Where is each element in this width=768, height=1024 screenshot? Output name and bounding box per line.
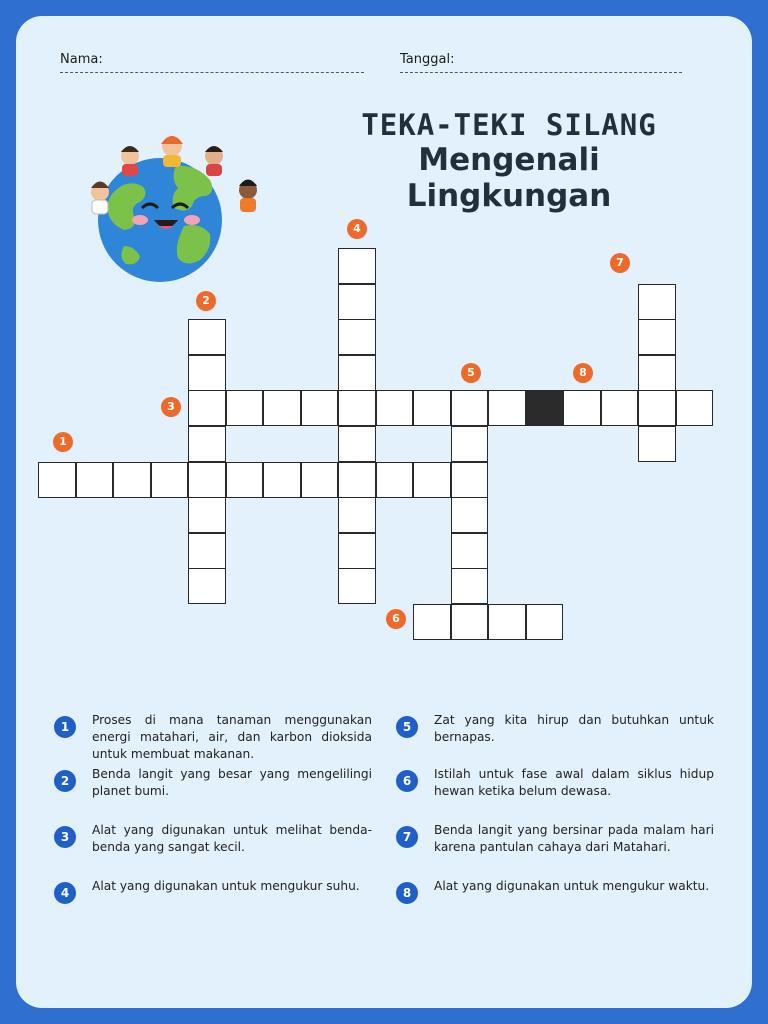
crossword-cell[interactable] (188, 462, 226, 498)
grid-number-1: 1 (53, 432, 73, 452)
crossword-cell[interactable] (451, 604, 489, 640)
worksheet (16, 16, 752, 1008)
crossword-cell[interactable] (188, 568, 226, 604)
crossword-cell[interactable] (451, 390, 489, 426)
clue-number: 5 (396, 716, 418, 738)
clue-text: Proses di mana tanaman menggunakan energi matahari, air, dan karbon dioksida untuk membuat makanan. (92, 713, 372, 761)
crossword-cell[interactable] (413, 390, 451, 426)
crossword-cell[interactable] (338, 390, 376, 426)
clue-text: Benda langit yang besar yang mengelilingi planet bumi. (92, 767, 372, 798)
crossword-cell[interactable] (526, 604, 564, 640)
crossword-cell[interactable] (638, 426, 676, 462)
grid-number-2: 2 (196, 291, 216, 311)
crossword-cell[interactable] (188, 390, 226, 426)
crossword-cell[interactable] (151, 462, 189, 498)
grid-number-7: 7 (610, 253, 630, 273)
crossword-cell[interactable] (338, 568, 376, 604)
clue-text: Istilah untuk fase awal dalam siklus hidup hewan ketika belum dewasa. (434, 767, 714, 798)
crossword-cell[interactable] (488, 390, 526, 426)
crossword-cell[interactable] (451, 426, 489, 462)
clue-number: 4 (54, 882, 76, 904)
crossword-cell[interactable] (188, 355, 226, 391)
crossword-cell[interactable] (338, 462, 376, 498)
crossword-grid (16, 16, 752, 696)
crossword-cell[interactable] (638, 284, 676, 320)
crossword-cell[interactable] (188, 319, 226, 355)
crossword-cell[interactable] (638, 390, 676, 426)
crossword-cell[interactable] (451, 497, 489, 533)
crossword-cell[interactable] (338, 248, 376, 284)
crossword-cell[interactable] (376, 390, 414, 426)
clue-text: Alat yang digunakan untuk melihat benda-benda yang sangat kecil. (92, 823, 372, 854)
blocked-cell (526, 390, 564, 426)
crossword-cell[interactable] (338, 533, 376, 569)
crossword-cell[interactable] (188, 497, 226, 533)
crossword-cell[interactable] (676, 390, 714, 426)
page-title: Mengenali Lingkungan (406, 142, 612, 214)
title-top: TEKA-TEKI SILANG (361, 108, 657, 142)
grid-number-6: 6 (386, 609, 406, 629)
crossword-cell[interactable] (301, 462, 339, 498)
crossword-cell[interactable] (38, 462, 76, 498)
clue-text: Zat yang kita hirup dan butuhkan untuk bernapas. (434, 713, 714, 744)
clue-text: Benda langit yang bersinar pada malam hari karena pantulan cahaya dari Matahari. (434, 823, 714, 854)
date-label: Tanggal: (400, 52, 455, 67)
clue-text: Alat yang digunakan untuk mengukur suhu. (92, 879, 360, 893)
grid-number-8: 8 (573, 363, 593, 383)
crossword-cell[interactable] (226, 462, 264, 498)
clue-number: 3 (54, 826, 76, 848)
clue-number: 7 (396, 826, 418, 848)
crossword-cell[interactable] (226, 390, 264, 426)
crossword-cell[interactable] (563, 390, 601, 426)
crossword-cell[interactable] (188, 533, 226, 569)
crossword-cell[interactable] (338, 497, 376, 533)
crossword-cell[interactable] (263, 390, 301, 426)
clue-number: 1 (54, 716, 76, 738)
crossword-cell[interactable] (413, 462, 451, 498)
crossword-cell[interactable] (263, 462, 301, 498)
crossword-cell[interactable] (338, 355, 376, 391)
clue-number: 2 (54, 770, 76, 792)
clue-number: 8 (396, 882, 418, 904)
crossword-cell[interactable] (376, 462, 414, 498)
crossword-cell[interactable] (338, 284, 376, 320)
clue-number: 6 (396, 770, 418, 792)
grid-number-3: 3 (161, 397, 181, 417)
crossword-cell[interactable] (113, 462, 151, 498)
crossword-cell[interactable] (638, 355, 676, 391)
crossword-cell[interactable] (638, 319, 676, 355)
crossword-cell[interactable] (413, 604, 451, 640)
name-label: Nama: (60, 52, 103, 67)
crossword-cell[interactable] (451, 462, 489, 498)
grid-number-5: 5 (461, 363, 481, 383)
crossword-cell[interactable] (188, 426, 226, 462)
crossword-cell[interactable] (488, 604, 526, 640)
crossword-cell[interactable] (451, 568, 489, 604)
crossword-cell[interactable] (451, 533, 489, 569)
crossword-cell[interactable] (76, 462, 114, 498)
crossword-cell[interactable] (338, 426, 376, 462)
crossword-cell[interactable] (338, 319, 376, 355)
crossword-cell[interactable] (301, 390, 339, 426)
clue-text: Alat yang digunakan untuk mengukur waktu. (434, 879, 710, 893)
crossword-cell[interactable] (601, 390, 639, 426)
grid-number-4: 4 (347, 219, 367, 239)
